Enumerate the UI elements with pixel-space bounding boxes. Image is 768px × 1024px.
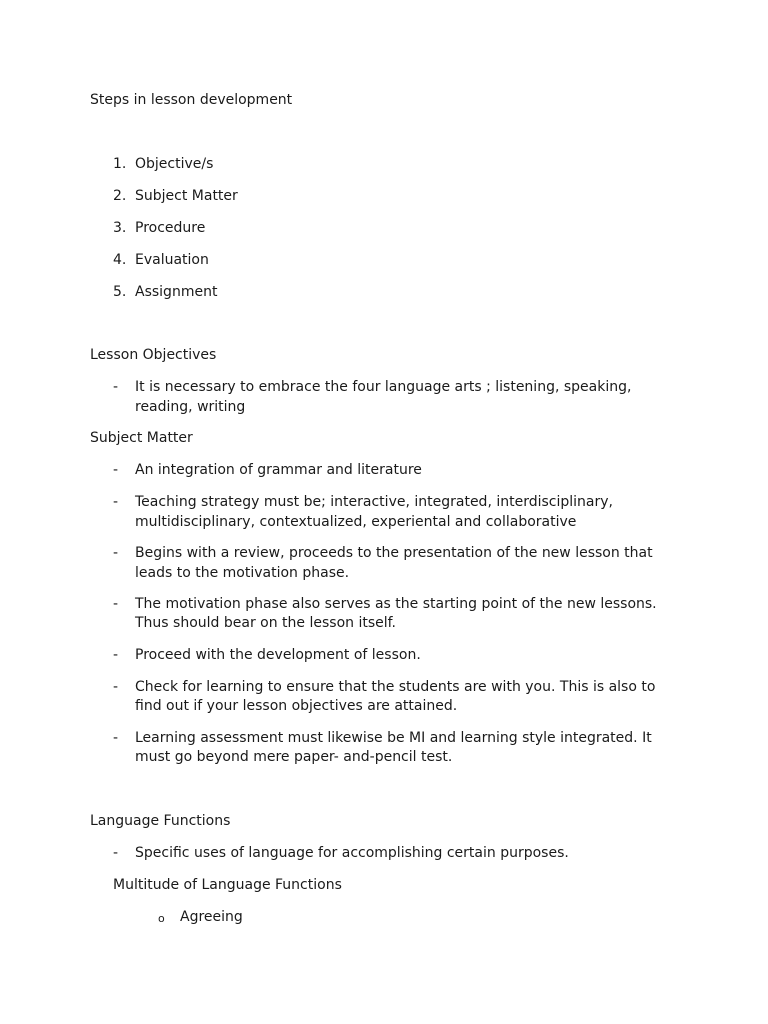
- section-heading-lesson-objectives: Lesson Objectives: [90, 347, 217, 363]
- sub-bullet-text: Agreeing: [180, 909, 243, 925]
- dash-marker: -: [113, 845, 119, 861]
- section-heading-subject-matter: Subject Matter: [90, 430, 193, 446]
- list-item-text: Objective/s: [135, 156, 214, 172]
- list-number: 2.: [113, 188, 127, 204]
- bullet-text-line: leads to the motivation phase.: [135, 565, 350, 581]
- document-title: Steps in lesson development: [90, 92, 293, 108]
- bullet-text-line: The motivation phase also serves as the starting point of the new lessons.: [135, 596, 657, 612]
- list-number: 4.: [113, 252, 127, 268]
- circle-bullet-icon: o: [158, 912, 165, 925]
- list-number: 5.: [113, 284, 127, 300]
- bullet-text-line: Specific uses of language for accomplishing certain purposes.: [135, 845, 569, 861]
- bullet-text-line: Thus should bear on the lesson itself.: [135, 615, 396, 631]
- bullet-text-line: find out if your lesson objectives are attained.: [135, 698, 458, 714]
- dash-marker: -: [113, 462, 119, 478]
- bullet-text-line: An integration of grammar and literature: [135, 462, 422, 478]
- dash-marker: -: [113, 647, 119, 663]
- bullet-text-line: Begins with a review, proceeds to the presentation of the new lesson that: [135, 545, 653, 561]
- dash-marker: -: [113, 596, 119, 612]
- bullet-text-line: Proceed with the development of lesson.: [135, 647, 421, 663]
- list-number: 1.: [113, 156, 127, 172]
- bullet-text-line: It is necessary to embrace the four language arts ; listening, speaking,: [135, 379, 632, 395]
- dash-marker: -: [113, 494, 119, 510]
- bullet-text-line: multidisciplinary, contextualized, experiental and collaborative: [135, 514, 577, 530]
- bullet-text-line: Check for learning to ensure that the students are with you. This is also to: [135, 679, 656, 695]
- list-item-text: Subject Matter: [135, 188, 238, 204]
- bullet-text-line: reading, writing: [135, 399, 246, 415]
- subheading-multitude: Multitude of Language Functions: [113, 877, 342, 893]
- list-item-text: Assignment: [135, 284, 218, 300]
- bullet-text-line: must go beyond mere paper- and-pencil test.: [135, 749, 453, 765]
- dash-marker: -: [113, 730, 119, 746]
- list-item-text: Evaluation: [135, 252, 209, 268]
- section-heading-language-functions: Language Functions: [90, 813, 231, 829]
- list-number: 3.: [113, 220, 127, 236]
- list-item-text: Procedure: [135, 220, 206, 236]
- bullet-text-line: Teaching strategy must be; interactive, integrated, interdisciplinary,: [135, 494, 613, 510]
- bullet-text-line: Learning assessment must likewise be MI and learning style integrated. It: [135, 730, 652, 746]
- dash-marker: -: [113, 679, 119, 695]
- dash-marker: -: [113, 545, 119, 561]
- dash-marker: -: [113, 379, 119, 395]
